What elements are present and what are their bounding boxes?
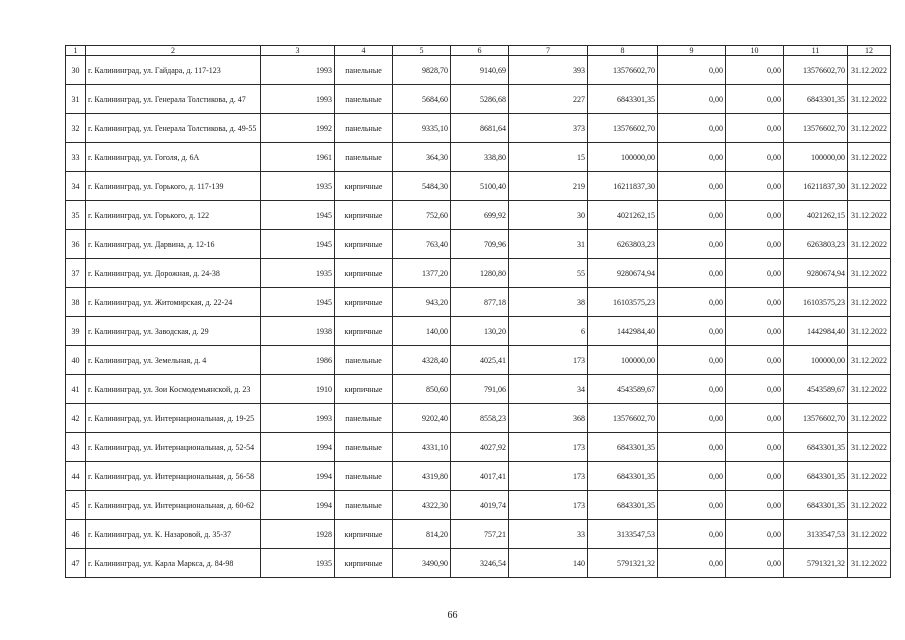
- residents-cell: 173: [509, 491, 588, 520]
- year-cell: 1938: [261, 317, 335, 346]
- cost-total-cell: 9280674,94: [588, 259, 658, 288]
- year-cell: 1992: [261, 114, 335, 143]
- total-area-cell: 752,60: [393, 201, 451, 230]
- cost-cell: 0,00: [726, 375, 784, 404]
- cost-cell: 0,00: [726, 491, 784, 520]
- column-number: 5: [393, 46, 451, 56]
- residents-cell: 30: [509, 201, 588, 230]
- cost-cell: 0,00: [658, 172, 726, 201]
- total-area-cell: 364,30: [393, 143, 451, 172]
- date-cell: 31.12.2022: [848, 201, 891, 230]
- table-row: [66, 259, 891, 288]
- total-area-cell: 9335,10: [393, 114, 451, 143]
- living-area-cell: 1280,80: [451, 259, 509, 288]
- date-cell: 31.12.2022: [848, 375, 891, 404]
- total-area-cell: 850,60: [393, 375, 451, 404]
- address-cell: г. Калининград, ул. Дарвина, д. 12-16: [86, 230, 261, 259]
- address-cell: г. Калининград, ул. Интернациональная, д. 19-25: [86, 404, 261, 433]
- cost-cell: 6263803,23: [784, 230, 848, 259]
- total-area-cell: 4322,30: [393, 491, 451, 520]
- cost-cell: 0,00: [726, 462, 784, 491]
- address-cell: г. Калининград, ул. Земельная, д. 4: [86, 346, 261, 375]
- residents-cell: 140: [509, 549, 588, 578]
- material-cell: панельные: [335, 404, 393, 433]
- residents-cell: 38: [509, 288, 588, 317]
- cost-total-cell: 6263803,23: [588, 230, 658, 259]
- cost-total-cell: 4543589,67: [588, 375, 658, 404]
- table-row: [66, 317, 891, 346]
- material-cell: панельные: [335, 85, 393, 114]
- material-cell: панельные: [335, 143, 393, 172]
- cost-cell: 0,00: [658, 404, 726, 433]
- address-cell: г. Калининград, ул. Интернациональная, д. 60-62: [86, 491, 261, 520]
- cost-cell: 3133547,53: [784, 520, 848, 549]
- cost-cell: 0,00: [658, 288, 726, 317]
- column-number: 3: [261, 46, 335, 56]
- cost-cell: 0,00: [726, 85, 784, 114]
- address-cell: г. Калининград, ул. Горького, д. 117-139: [86, 172, 261, 201]
- material-cell: панельные: [335, 491, 393, 520]
- date-cell: 31.12.2022: [848, 433, 891, 462]
- material-cell: кирпичные: [335, 288, 393, 317]
- cost-total-cell: 6843301,35: [588, 85, 658, 114]
- address-cell: г. Калининград, ул. Карла Маркса, д. 84-98: [86, 549, 261, 578]
- residents-cell: 33: [509, 520, 588, 549]
- column-number: 7: [509, 46, 588, 56]
- cost-cell: 0,00: [658, 462, 726, 491]
- cost-cell: 16103575,23: [784, 288, 848, 317]
- date-cell: 31.12.2022: [848, 143, 891, 172]
- row-number: 33: [66, 143, 86, 172]
- row-number: 35: [66, 201, 86, 230]
- row-number: 30: [66, 56, 86, 85]
- material-cell: кирпичные: [335, 375, 393, 404]
- column-number: 4: [335, 46, 393, 56]
- address-cell: г. Калининград, ул. Интернациональная, д. 52-54: [86, 433, 261, 462]
- total-area-cell: 3490,90: [393, 549, 451, 578]
- cost-cell: 0,00: [726, 230, 784, 259]
- total-area-cell: 943,20: [393, 288, 451, 317]
- date-cell: 31.12.2022: [848, 462, 891, 491]
- living-area-cell: 5100,40: [451, 172, 509, 201]
- cost-cell: 0,00: [726, 404, 784, 433]
- year-cell: 1945: [261, 288, 335, 317]
- cost-cell: 13576602,70: [784, 404, 848, 433]
- cost-total-cell: 6843301,35: [588, 491, 658, 520]
- row-number: 39: [66, 317, 86, 346]
- cost-total-cell: 16103575,23: [588, 288, 658, 317]
- address-cell: г. Калининград, ул. Гайдара, д. 117-123: [86, 56, 261, 85]
- address-cell: г. Калининград, ул. Генерала Толстикова, д. 49-55: [86, 114, 261, 143]
- cost-cell: 4543589,67: [784, 375, 848, 404]
- year-cell: 1994: [261, 491, 335, 520]
- cost-total-cell: 6843301,35: [588, 433, 658, 462]
- material-cell: панельные: [335, 114, 393, 143]
- living-area-cell: 757,21: [451, 520, 509, 549]
- cost-cell: 0,00: [658, 317, 726, 346]
- total-area-cell: 4328,40: [393, 346, 451, 375]
- row-number: 43: [66, 433, 86, 462]
- address-cell: г. Калининград, ул. Интернациональная, д. 56-58: [86, 462, 261, 491]
- material-cell: кирпичные: [335, 520, 393, 549]
- cost-cell: 0,00: [658, 375, 726, 404]
- date-cell: 31.12.2022: [848, 317, 891, 346]
- register-table: [65, 45, 891, 578]
- table-row: [66, 230, 891, 259]
- living-area-cell: 4027,92: [451, 433, 509, 462]
- cost-cell: 0,00: [726, 114, 784, 143]
- residents-cell: 173: [509, 433, 588, 462]
- cost-cell: 0,00: [658, 491, 726, 520]
- cost-total-cell: 100000,00: [588, 143, 658, 172]
- cost-cell: 0,00: [726, 549, 784, 578]
- living-area-cell: 4017,41: [451, 462, 509, 491]
- cost-cell: 6843301,35: [784, 462, 848, 491]
- column-number: 10: [726, 46, 784, 56]
- date-cell: 31.12.2022: [848, 230, 891, 259]
- total-area-cell: 763,40: [393, 230, 451, 259]
- cost-cell: 0,00: [658, 114, 726, 143]
- year-cell: 1994: [261, 433, 335, 462]
- column-number: 1: [66, 46, 86, 56]
- material-cell: кирпичные: [335, 201, 393, 230]
- address-cell: г. Калининград, ул. К. Назаровой, д. 35-37: [86, 520, 261, 549]
- row-number: 45: [66, 491, 86, 520]
- cost-total-cell: 16211837,30: [588, 172, 658, 201]
- date-cell: 31.12.2022: [848, 346, 891, 375]
- row-number: 34: [66, 172, 86, 201]
- address-cell: г. Калининград, ул. Заводская, д. 29: [86, 317, 261, 346]
- year-cell: 1935: [261, 549, 335, 578]
- column-number: 9: [658, 46, 726, 56]
- column-number: 6: [451, 46, 509, 56]
- year-cell: 1910: [261, 375, 335, 404]
- column-number-row: [66, 46, 891, 56]
- cost-cell: 0,00: [726, 56, 784, 85]
- living-area-cell: 877,18: [451, 288, 509, 317]
- living-area-cell: 709,96: [451, 230, 509, 259]
- cost-total-cell: 13576602,70: [588, 404, 658, 433]
- material-cell: панельные: [335, 433, 393, 462]
- table-row: [66, 549, 891, 578]
- table-row: [66, 85, 891, 114]
- year-cell: 1993: [261, 404, 335, 433]
- row-number: 36: [66, 230, 86, 259]
- row-number: 40: [66, 346, 86, 375]
- row-number: 31: [66, 85, 86, 114]
- material-cell: кирпичные: [335, 172, 393, 201]
- residents-cell: 34: [509, 375, 588, 404]
- cost-cell: 6843301,35: [784, 85, 848, 114]
- table-row: [66, 201, 891, 230]
- cost-cell: 0,00: [658, 201, 726, 230]
- cost-cell: 0,00: [658, 56, 726, 85]
- cost-cell: 100000,00: [784, 143, 848, 172]
- cost-cell: 6843301,35: [784, 491, 848, 520]
- cost-cell: 0,00: [658, 520, 726, 549]
- material-cell: кирпичные: [335, 317, 393, 346]
- residents-cell: 55: [509, 259, 588, 288]
- residents-cell: 219: [509, 172, 588, 201]
- table-row: [66, 143, 891, 172]
- column-number: 2: [86, 46, 261, 56]
- cost-total-cell: 100000,00: [588, 346, 658, 375]
- total-area-cell: 5484,30: [393, 172, 451, 201]
- date-cell: 31.12.2022: [848, 172, 891, 201]
- living-area-cell: 9140,69: [451, 56, 509, 85]
- date-cell: 31.12.2022: [848, 56, 891, 85]
- address-cell: г. Калининград, ул. Житомирская, д. 22-24: [86, 288, 261, 317]
- material-cell: панельные: [335, 346, 393, 375]
- year-cell: 1993: [261, 56, 335, 85]
- total-area-cell: 9202,40: [393, 404, 451, 433]
- year-cell: 1945: [261, 201, 335, 230]
- living-area-cell: 338,80: [451, 143, 509, 172]
- table-row: [66, 491, 891, 520]
- residents-cell: 393: [509, 56, 588, 85]
- living-area-cell: 8558,23: [451, 404, 509, 433]
- column-number: 12: [848, 46, 891, 56]
- date-cell: 31.12.2022: [848, 491, 891, 520]
- living-area-cell: 130,20: [451, 317, 509, 346]
- residents-cell: 368: [509, 404, 588, 433]
- cost-cell: 9280674,94: [784, 259, 848, 288]
- year-cell: 1928: [261, 520, 335, 549]
- cost-cell: 0,00: [726, 201, 784, 230]
- cost-cell: 0,00: [726, 288, 784, 317]
- table-row: [66, 346, 891, 375]
- cost-cell: 6843301,35: [784, 433, 848, 462]
- cost-cell: 0,00: [726, 433, 784, 462]
- cost-cell: 13576602,70: [784, 56, 848, 85]
- date-cell: 31.12.2022: [848, 259, 891, 288]
- date-cell: 31.12.2022: [848, 114, 891, 143]
- cost-cell: 0,00: [658, 346, 726, 375]
- column-number: 11: [784, 46, 848, 56]
- living-area-cell: 3246,54: [451, 549, 509, 578]
- material-cell: панельные: [335, 56, 393, 85]
- residents-cell: 173: [509, 462, 588, 491]
- cost-cell: 0,00: [726, 172, 784, 201]
- total-area-cell: 140,00: [393, 317, 451, 346]
- residents-cell: 227: [509, 85, 588, 114]
- residents-cell: 31: [509, 230, 588, 259]
- living-area-cell: 791,06: [451, 375, 509, 404]
- address-cell: г. Калининград, ул. Гоголя, д. 6А: [86, 143, 261, 172]
- cost-total-cell: 6843301,35: [588, 462, 658, 491]
- table-row: [66, 462, 891, 491]
- cost-cell: 100000,00: [784, 346, 848, 375]
- material-cell: кирпичные: [335, 259, 393, 288]
- year-cell: 1935: [261, 172, 335, 201]
- date-cell: 31.12.2022: [848, 404, 891, 433]
- cost-cell: 0,00: [658, 549, 726, 578]
- residents-cell: 6: [509, 317, 588, 346]
- cost-cell: 0,00: [658, 143, 726, 172]
- cost-total-cell: 13576602,70: [588, 56, 658, 85]
- total-area-cell: 1377,20: [393, 259, 451, 288]
- cost-cell: 1442984,40: [784, 317, 848, 346]
- cost-cell: 13576602,70: [784, 114, 848, 143]
- table-row: [66, 520, 891, 549]
- cost-cell: 0,00: [726, 346, 784, 375]
- cost-cell: 0,00: [658, 433, 726, 462]
- cost-total-cell: 4021262,15: [588, 201, 658, 230]
- row-number: 42: [66, 404, 86, 433]
- page-number: 66: [447, 610, 458, 621]
- year-cell: 1945: [261, 230, 335, 259]
- row-number: 32: [66, 114, 86, 143]
- table-row: [66, 288, 891, 317]
- table-row: [66, 404, 891, 433]
- row-number: 46: [66, 520, 86, 549]
- cost-cell: 0,00: [726, 259, 784, 288]
- living-area-cell: 4025,41: [451, 346, 509, 375]
- row-number: 41: [66, 375, 86, 404]
- living-area-cell: 4019,74: [451, 491, 509, 520]
- year-cell: 1961: [261, 143, 335, 172]
- total-area-cell: 814,20: [393, 520, 451, 549]
- cost-cell: 0,00: [658, 230, 726, 259]
- date-cell: 31.12.2022: [848, 549, 891, 578]
- address-cell: г. Калининград, ул. Зои Космодемьянской, д. 23: [86, 375, 261, 404]
- address-cell: г. Калининград, ул. Горького, д. 122: [86, 201, 261, 230]
- date-cell: 31.12.2022: [848, 85, 891, 114]
- cost-cell: 0,00: [658, 259, 726, 288]
- cost-total-cell: 13576602,70: [588, 114, 658, 143]
- residents-cell: 373: [509, 114, 588, 143]
- material-cell: кирпичные: [335, 549, 393, 578]
- column-number: 8: [588, 46, 658, 56]
- year-cell: 1935: [261, 259, 335, 288]
- material-cell: кирпичные: [335, 230, 393, 259]
- year-cell: 1986: [261, 346, 335, 375]
- total-area-cell: 5684,60: [393, 85, 451, 114]
- row-number: 44: [66, 462, 86, 491]
- living-area-cell: 699,92: [451, 201, 509, 230]
- table-row: [66, 114, 891, 143]
- residents-cell: 173: [509, 346, 588, 375]
- cost-total-cell: 3133547,53: [588, 520, 658, 549]
- cost-cell: 16211837,30: [784, 172, 848, 201]
- cost-total-cell: 1442984,40: [588, 317, 658, 346]
- table-row: [66, 375, 891, 404]
- year-cell: 1994: [261, 462, 335, 491]
- living-area-cell: 8681,64: [451, 114, 509, 143]
- address-cell: г. Калининград, ул. Дорожная, д. 24-38: [86, 259, 261, 288]
- date-cell: 31.12.2022: [848, 520, 891, 549]
- cost-cell: 0,00: [726, 143, 784, 172]
- living-area-cell: 5286,68: [451, 85, 509, 114]
- cost-cell: 5791321,32: [784, 549, 848, 578]
- table-row: [66, 56, 891, 85]
- cost-cell: 0,00: [658, 85, 726, 114]
- cost-cell: 0,00: [726, 317, 784, 346]
- table-row: [66, 433, 891, 462]
- row-number: 47: [66, 549, 86, 578]
- material-cell: панельные: [335, 462, 393, 491]
- total-area-cell: 4331,10: [393, 433, 451, 462]
- year-cell: 1993: [261, 85, 335, 114]
- row-number: 38: [66, 288, 86, 317]
- cost-total-cell: 5791321,32: [588, 549, 658, 578]
- total-area-cell: 4319,80: [393, 462, 451, 491]
- cost-cell: 0,00: [726, 520, 784, 549]
- total-area-cell: 9828,70: [393, 56, 451, 85]
- table-row: [66, 172, 891, 201]
- address-cell: г. Калининград, ул. Генерала Толстикова, д. 47: [86, 85, 261, 114]
- row-number: 37: [66, 259, 86, 288]
- cost-cell: 4021262,15: [784, 201, 848, 230]
- date-cell: 31.12.2022: [848, 288, 891, 317]
- residents-cell: 15: [509, 143, 588, 172]
